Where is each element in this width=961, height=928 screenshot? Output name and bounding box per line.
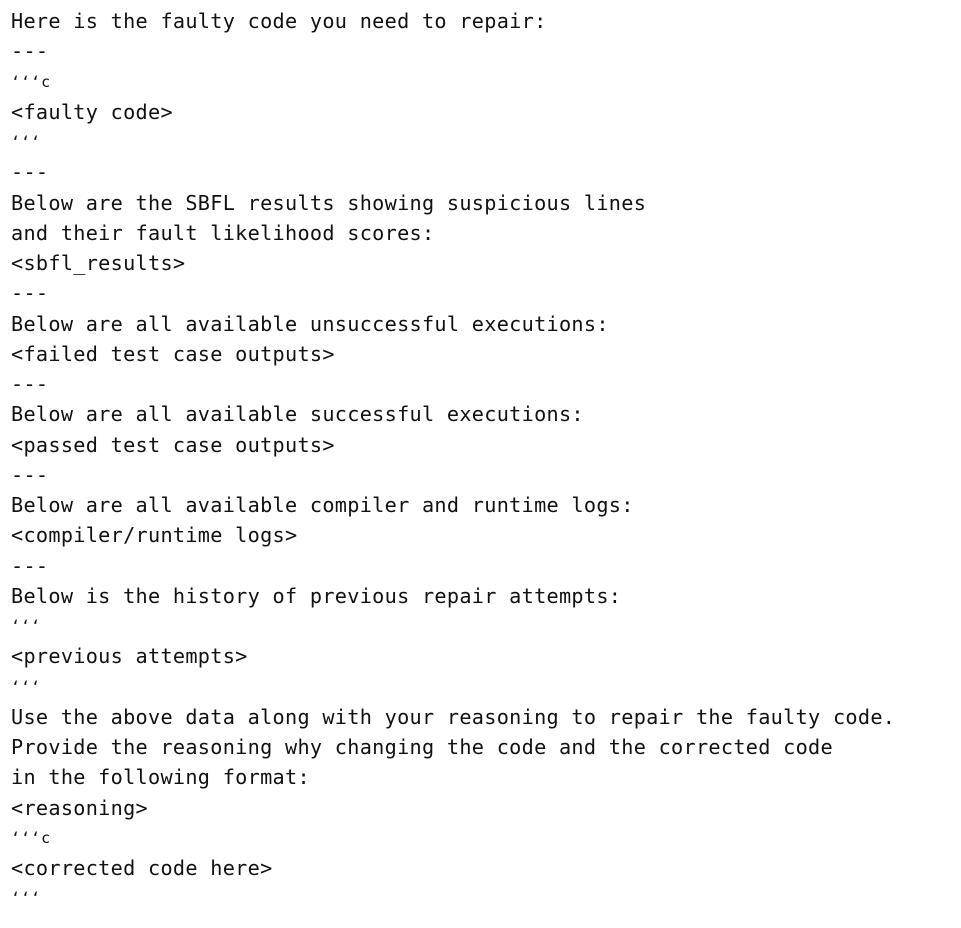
history-heading: Below is the history of previous repair attempts: <box>11 583 622 608</box>
sbfl-description-line: and their fault likelihood scores: <box>11 220 435 245</box>
failed-executions-heading: Below are all available unsuccessful executions: <box>11 311 609 336</box>
code-fence-open: ‘‘‘c <box>11 828 52 847</box>
code-fence-open: ‘‘‘c <box>11 72 52 91</box>
passed-executions-heading: Below are all available successful executions: <box>11 402 584 427</box>
passed-tests-placeholder: <passed test case outputs> <box>11 432 335 457</box>
separator: --- <box>11 462 49 487</box>
prompt-template-document <box>11 6 957 914</box>
separator: --- <box>11 553 49 578</box>
faulty-code-placeholder: <faulty code> <box>11 99 173 124</box>
separator: --- <box>11 281 49 306</box>
logs-placeholder: <compiler/runtime logs> <box>11 523 298 548</box>
previous-attempts-placeholder: <previous attempts> <box>11 644 248 669</box>
code-fence-close: ‘‘‘ <box>11 677 42 696</box>
logs-heading: Below are all available compiler and runtime logs: <box>11 493 634 517</box>
failed-tests-placeholder: <failed test case outputs> <box>11 341 335 366</box>
separator: --- <box>11 160 49 185</box>
intro-line: Here is the faulty code you need to repair: <box>11 9 547 33</box>
separator: --- <box>11 39 49 64</box>
code-fence-close: ‘‘‘ <box>11 889 42 908</box>
instruction-line: in the following format: <box>11 765 310 790</box>
code-fence-open: ‘‘‘ <box>11 617 42 635</box>
corrected-code-placeholder: <corrected code here> <box>11 856 273 880</box>
reasoning-placeholder: <reasoning> <box>11 795 148 820</box>
instruction-line: Use the above data along with your reasoning to repair the faulty code. <box>11 704 896 729</box>
code-fence-close: ‘‘‘ <box>11 133 42 151</box>
instruction-line: Provide the reasoning why changing the code and the corrected code <box>11 735 833 759</box>
sbfl-description-line: Below are the SBFL results showing suspicious lines <box>11 190 647 215</box>
sbfl-results-placeholder: <sbfl_results> <box>11 251 186 275</box>
separator: --- <box>11 372 49 396</box>
